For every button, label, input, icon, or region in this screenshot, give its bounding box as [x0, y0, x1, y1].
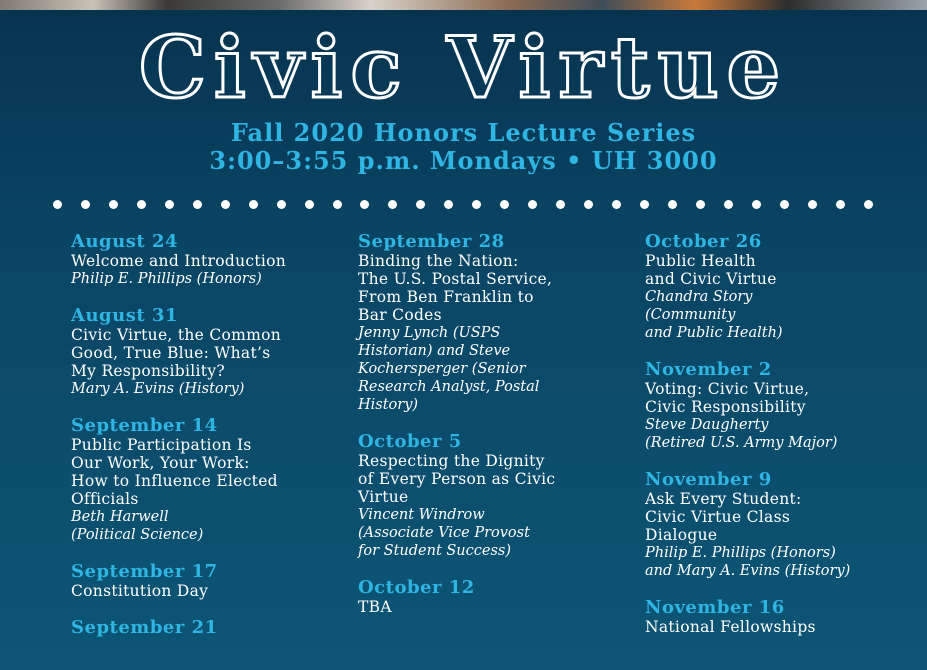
poster-title: Civic Virtue — [138, 18, 789, 117]
lecture-speaker: Beth Harwell (Political Science) — [71, 509, 204, 543]
lecture-title: Voting: Civic Virtue, Civic Responsibility — [645, 380, 810, 416]
lecture-date: September 28 — [358, 231, 505, 252]
divider-dot — [333, 200, 342, 209]
lecture-entry — [71, 562, 321, 600]
lecture-title: TBA — [358, 598, 392, 616]
lecture-entry — [358, 578, 608, 616]
lecture-speaker: Philip E. Phillips (Honors) and Mary A. Evins (History) — [645, 545, 851, 579]
divider-dot — [752, 200, 761, 209]
divider-dot — [612, 200, 621, 209]
divider-dot — [388, 200, 397, 209]
divider-dot — [81, 200, 90, 209]
divider-dot — [584, 200, 593, 209]
series-name: Fall 2020 Honors Lecture Series — [230, 118, 697, 147]
divider-dot — [416, 200, 425, 209]
divider-dot — [864, 200, 873, 209]
lecture-entry — [71, 306, 321, 398]
divider-dot — [640, 200, 649, 209]
divider-dot — [472, 200, 481, 209]
lecture-date: September 14 — [71, 415, 218, 436]
lecture-title: National Fellowships — [645, 618, 816, 636]
lecture-title: Public Health and Civic Virtue — [645, 252, 777, 288]
lecture-title: Public Participation Is Our Work, Your Work: How to Influence Elected Officials — [71, 436, 278, 508]
divider-dot — [53, 200, 62, 209]
lecture-entry — [71, 232, 321, 288]
lecture-speaker: Mary A. Evins (History) — [71, 381, 245, 397]
lecture-entry — [358, 432, 608, 560]
lecture-entry — [645, 598, 895, 636]
lecture-entry — [645, 470, 895, 580]
lecture-speaker: Chandra Story (Community and Public Health) — [645, 289, 783, 341]
divider-dot — [221, 200, 230, 209]
divider-dot — [249, 200, 258, 209]
series-schedule: 3:00–3:55 p.m. Mondays • UH 3000 — [209, 146, 718, 175]
lecture-date: September 17 — [71, 561, 218, 582]
divider-dot — [360, 200, 369, 209]
lecture-date: November 16 — [645, 597, 785, 618]
divider-dot — [808, 200, 817, 209]
lecture-title: Civic Virtue, the Common Good, True Blue: What’s My Responsibility? — [71, 326, 282, 380]
divider-dot — [836, 200, 845, 209]
lecture-entry — [71, 416, 321, 544]
lecture-title: Welcome and Introduction — [71, 252, 287, 270]
divider-dot — [696, 200, 705, 209]
divider-dot — [109, 200, 118, 209]
lecture-date: November 2 — [645, 359, 772, 380]
divider-dot — [724, 200, 733, 209]
lecture-entry — [645, 232, 895, 342]
divider-dot — [277, 200, 286, 209]
header-photo-strip — [0, 0, 927, 10]
lecture-date: August 31 — [71, 305, 178, 326]
divider-dot — [193, 200, 202, 209]
lecture-date: October 5 — [358, 431, 462, 452]
lecture-speaker: Vincent Windrow (Associate Vice Provost for Student Success) — [358, 507, 530, 559]
divider-dot — [305, 200, 314, 209]
lecture-speaker: Philip E. Phillips (Honors) — [71, 271, 262, 287]
lecture-entry — [645, 360, 895, 452]
divider-dot — [137, 200, 146, 209]
divider-dot — [668, 200, 677, 209]
dotted-divider — [53, 197, 873, 211]
divider-dot — [500, 200, 509, 209]
lecture-date: September 21 — [71, 617, 218, 638]
lecture-title: Constitution Day — [71, 582, 209, 600]
divider-dot — [165, 200, 174, 209]
lecture-entry — [71, 618, 321, 638]
lecture-title: Respecting the Dignity of Every Person as Civic Virtue — [358, 452, 556, 506]
divider-dot — [780, 200, 789, 209]
lecture-speaker: Steve Daugherty (Retired U.S. Army Major) — [645, 417, 838, 451]
lecture-title: Ask Every Student: Civic Virtue Class Dialogue — [645, 490, 802, 544]
divider-dot — [556, 200, 565, 209]
divider-dot — [444, 200, 453, 209]
lecture-date: October 12 — [358, 577, 475, 598]
schedule-column-2 — [358, 232, 608, 634]
lecture-date: August 24 — [71, 231, 178, 252]
schedule-column-3 — [645, 232, 895, 654]
lecture-entry — [358, 232, 608, 414]
schedule-column-1 — [71, 232, 321, 656]
lecture-speaker: Jenny Lynch (USPS Historian) and Steve Kochersperger (Senior Research Analyst, Postal History) — [358, 325, 540, 413]
lecture-date: October 26 — [645, 231, 762, 252]
lecture-title: Binding the Nation: The U.S. Postal Service, From Ben Franklin to Bar Codes — [358, 252, 553, 324]
divider-dot — [528, 200, 537, 209]
lecture-date: November 9 — [645, 469, 772, 490]
